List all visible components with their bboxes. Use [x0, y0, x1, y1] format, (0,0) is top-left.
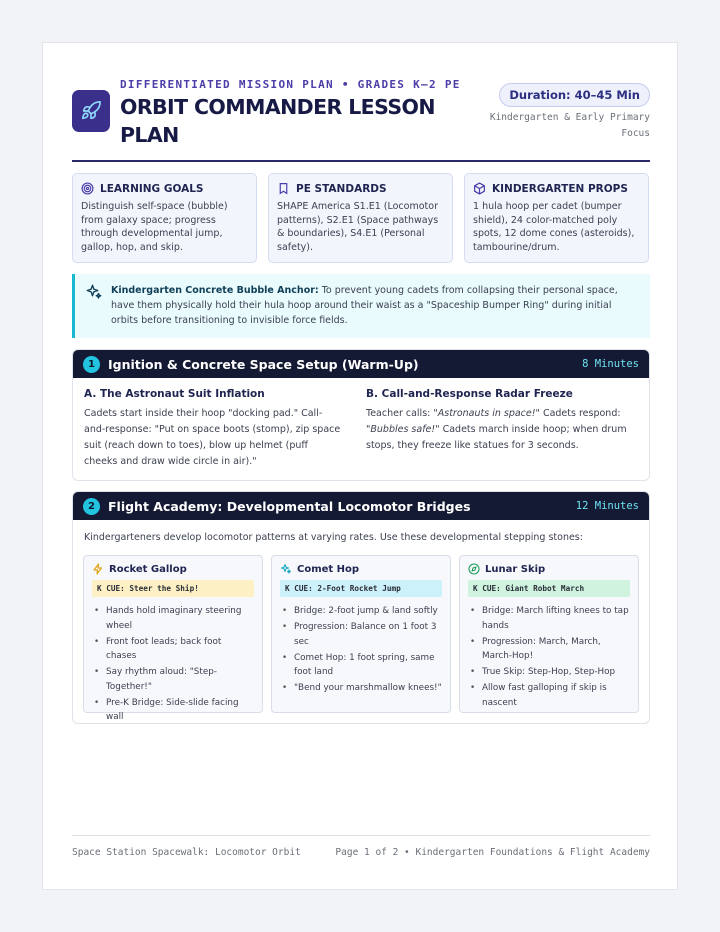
- card-title: PE STANDARDS: [296, 182, 387, 195]
- list-item: • Front foot leads; back foot chases: [92, 635, 254, 664]
- lesson-plan-page: [42, 42, 678, 890]
- skill-list: [468, 604, 630, 710]
- skill-title: Rocket Gallop: [109, 563, 187, 575]
- section-title: Ignition & Concrete Space Setup (Warm-Up): [108, 356, 419, 372]
- page-title: ORBIT COMMANDER LESSON PLAN: [120, 95, 435, 147]
- section-flight-academy: [72, 491, 650, 724]
- bubble-anchor-callout: [72, 274, 650, 338]
- card-body: SHAPE America S1.E1 (Locomotor patterns), S2.E1 (Space pathways & boundaries), S4.E1 (Personal safety).: [277, 201, 439, 253]
- card-body: Distinguish self-space (bubble) from galaxy space; progress through developmental jump, gallop, hop, and skip.: [81, 201, 228, 253]
- mission-kicker: DIFFERENTIATED MISSION PLAN • GRADES K–2 PE: [120, 78, 461, 91]
- box-icon: [473, 182, 486, 195]
- k-cue: K CUE: Giant Robot March: [468, 580, 630, 597]
- list-item: • Bridge: 2-foot jump & land softly: [280, 604, 442, 619]
- list-item: • Progression: Balance on 1 foot 3 sec: [280, 620, 442, 649]
- list-item: • True Skip: Step-Hop, Step-Hop: [468, 665, 630, 680]
- duration-badge: Duration: 40–45 Min: [499, 83, 650, 107]
- sparkle-icon: [85, 283, 103, 301]
- section-number: 1: [83, 356, 100, 373]
- block-body: Cadets start inside their hoop "docking pad." Call-and-response: "Put on space boots (stomp), zip space suit (reach down to toes), blow up helmet (puff cheeks and draw wide circle in air).": [84, 408, 341, 467]
- kindergarten-props-card: [464, 173, 649, 263]
- block-title: A. The Astronaut Suit Inflation: [84, 388, 265, 400]
- page-footer: [72, 835, 650, 858]
- card-title: LEARNING GOALS: [100, 182, 204, 195]
- target-icon: [81, 182, 94, 195]
- radar-freeze-block: [366, 388, 638, 454]
- block-body: Teacher calls: "Astronauts in space!" Cadets respond: "Bubbles safe!" Cadets march inside hoop; when drum stops, they freeze like statues for 3 seconds.: [366, 408, 627, 451]
- footer-right: Page 1 of 2 • Kindergarten Foundations & Flight Academy: [335, 847, 650, 858]
- k-cue: K CUE: 2-Foot Rocket Jump: [280, 580, 442, 597]
- section-intro: Kindergarteners develop locomotor patterns at varying rates. Use these developmental stepping stones:: [84, 532, 583, 543]
- section-header: [73, 350, 649, 378]
- lunar-skip-card: [459, 555, 639, 713]
- skill-title: Lunar Skip: [485, 563, 546, 575]
- anchor-text: To prevent young cadets from collapsing their personal space, have them physically hold their hula hoop around their waist as a "Spaceship Bumper Ring" during initial orbits before transitioning to invisible force fields.: [111, 285, 618, 326]
- list-item: • Bridge: March lifting knees to tap hands: [468, 604, 630, 633]
- grade-focus: Kindergarten & Early Primary Focus: [489, 112, 650, 139]
- anchor-label: Kindergarten Concrete Bubble Anchor:: [111, 285, 319, 296]
- section-warm-up: [72, 349, 650, 481]
- sparkle-icon: [280, 563, 292, 575]
- footer-left: Space Station Spacewalk: Locomotor Orbit: [72, 847, 301, 858]
- list-item: • "Bend your marshmallow knees!": [280, 681, 442, 696]
- logo-badge: [72, 90, 110, 132]
- compass-icon: [468, 563, 480, 575]
- section-title: Flight Academy: Developmental Locomotor Bridges: [108, 498, 471, 514]
- rocket-gallop-card: [83, 555, 263, 722]
- rocket-icon: [80, 100, 102, 122]
- section-header: [73, 492, 649, 520]
- section-time: 12 Minutes: [575, 500, 639, 512]
- pe-standards-card: [268, 173, 453, 263]
- skill-list: [92, 604, 254, 724]
- comet-hop-card: [271, 555, 451, 713]
- k-cue: K CUE: Steer the Ship!: [92, 580, 254, 597]
- block-title: B. Call-and-Response Radar Freeze: [366, 388, 573, 400]
- skill-list: [280, 604, 442, 696]
- card-body: 1 hula hoop per cadet (bumper shield), 24 color-matched poly spots, 12 dome cones (asteroids), tambourine/drum.: [473, 201, 635, 253]
- section-number: 2: [83, 498, 100, 515]
- page-header: [72, 78, 650, 162]
- astronaut-suit-block: [84, 388, 342, 470]
- section-time: 8 Minutes: [582, 358, 639, 370]
- cadet-response: "Bubbles safe!": [366, 424, 440, 435]
- list-item: • Allow fast galloping if skip is nascent: [468, 681, 630, 710]
- bookmark-icon: [277, 182, 290, 195]
- list-item: • Progression: March, March, March-Hop!: [468, 635, 630, 664]
- learning-goals-card: [72, 173, 257, 263]
- lightning-icon: [92, 563, 104, 575]
- teacher-call: "Astronauts in space!": [433, 408, 540, 419]
- list-item: • Pre-K Bridge: Side-slide facing wall: [92, 696, 254, 725]
- card-title: KINDERGARTEN PROPS: [492, 182, 628, 195]
- list-item: • Comet Hop: 1 foot spring, same foot land: [280, 651, 442, 680]
- list-item: • Say rhythm aloud: "Step-Together!": [92, 665, 254, 694]
- list-item: • Hands hold imaginary steering wheel: [92, 604, 254, 633]
- skill-title: Comet Hop: [297, 563, 360, 575]
